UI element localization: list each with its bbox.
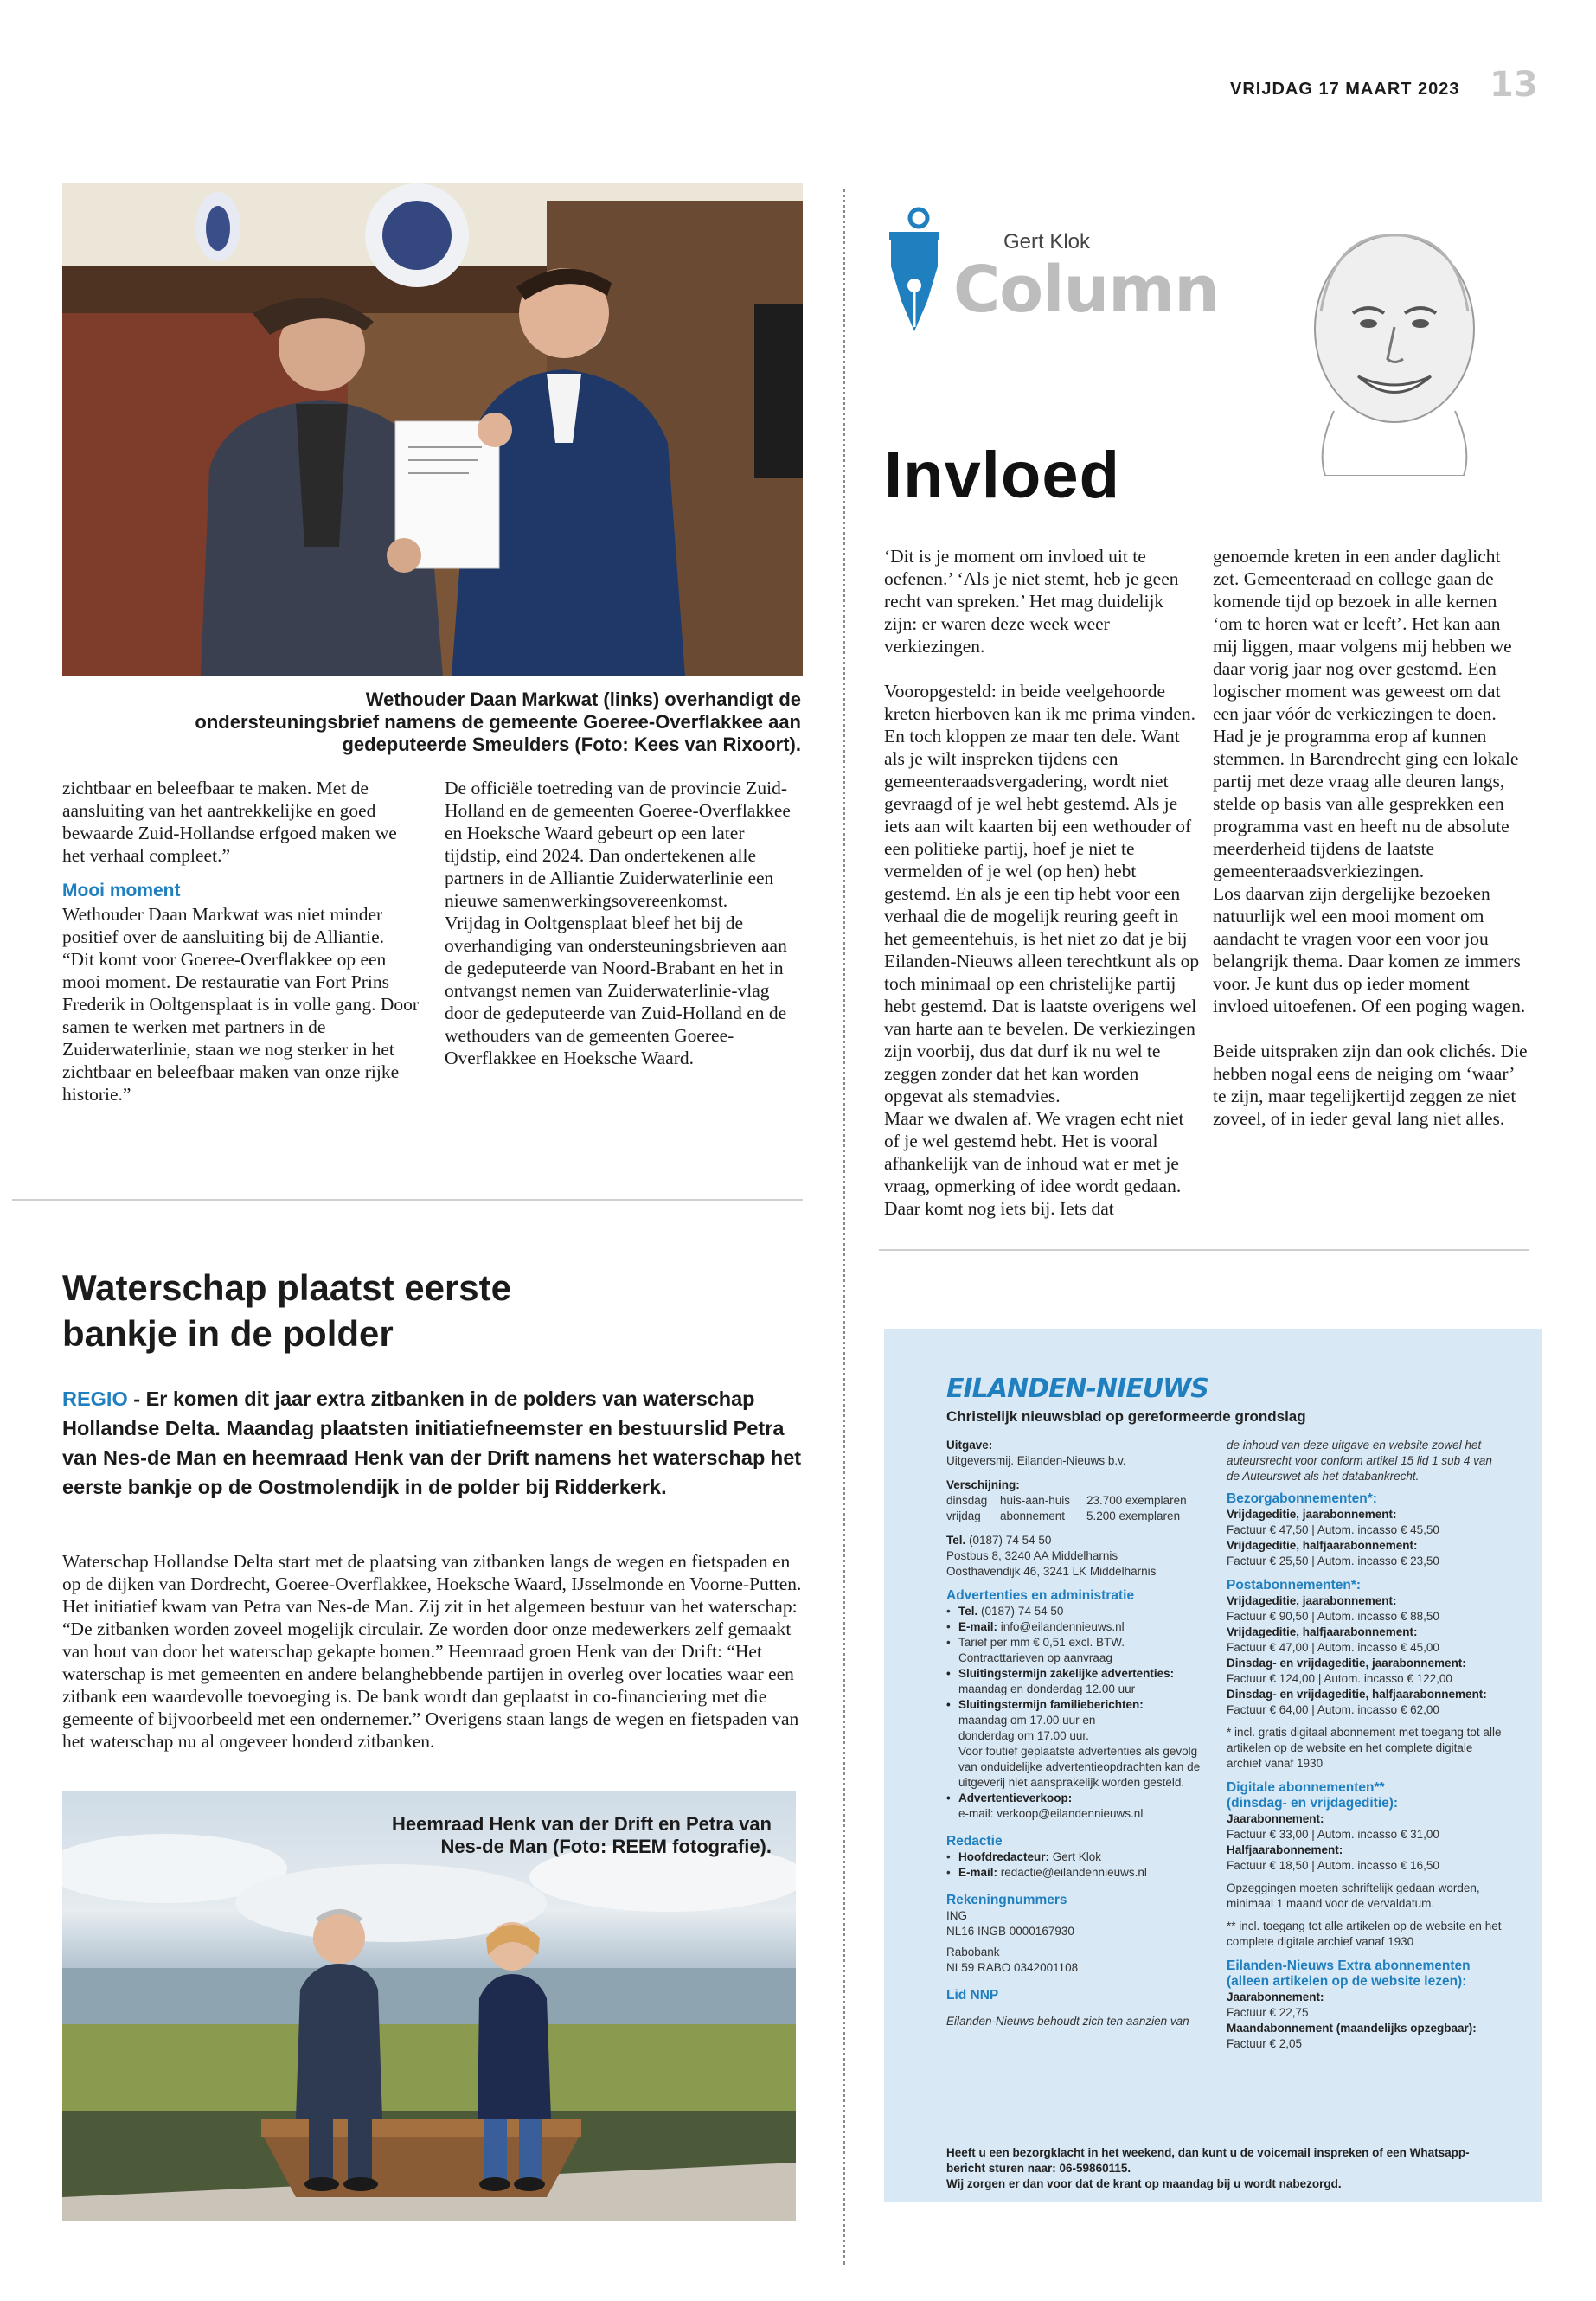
adv-sluit-zakelijk-label: • Sluitingstermijn zakelijke advertenties: <box>946 1666 1206 1682</box>
adv-tel-value: (0187) 74 54 50 <box>981 1605 1064 1618</box>
post-value: Factuur € 90,50 | Autom. incasso € 88,50 <box>1227 1610 1439 1623</box>
rights-continued: de inhoud van deze uitgave en website zowel het auteursrecht voor conform artikel 15 lid 1 sub 4 van de Auteurswet als het databankrecht. <box>1227 1439 1492 1483</box>
post-note: * incl. gratis digitaal abonnement met toegang tot alle artikelen op de website en het complete digitale archief vanaf 1930 <box>1227 1726 1502 1770</box>
column-label: Column <box>953 253 1219 327</box>
column-author: Gert Klok <box>1003 230 1091 253</box>
verschijning-row <box>946 1509 1206 1524</box>
bezorg-label: Vrijdageditie, jaarabonnement: <box>1227 1508 1397 1521</box>
redactie-email-value[interactable]: redactie@eilandennieuws.nl <box>1000 1866 1147 1879</box>
column-title: Invloed <box>884 439 1121 512</box>
extra-label: Maandabonnement (maandelijks opzegbaar): <box>1227 2022 1477 2035</box>
extra-heading: Eilanden-Nieuws Extra abonnementen (alleen artikelen op de website lezen): <box>1227 1958 1471 1989</box>
digital-label: Jaarabonnement: <box>1227 1812 1324 1825</box>
adv-email[interactable] <box>946 1619 1206 1635</box>
verschijning-count: 5.200 exemplaren <box>1086 1509 1181 1522</box>
verschijning-label: Verschijning: <box>946 1478 1020 1491</box>
post-label: Dinsdag- en vrijdageditie, jaarabonnement: <box>1227 1657 1466 1670</box>
address-line-1: Postbus 8, 3240 AA Middelharnis <box>946 1549 1118 1562</box>
author-portrait <box>1282 216 1507 476</box>
extra-label: Jaarabonnement: <box>1227 1990 1324 2003</box>
article2-lead-tag: REGIO <box>62 1388 128 1410</box>
fountain-pen-icon <box>884 206 945 336</box>
advertenties-heading: Advertenties en administratie <box>946 1588 1135 1603</box>
verschijning-day: dinsdag <box>946 1494 988 1507</box>
tel-line <box>946 1533 1206 1548</box>
bezorg-heading: Bezorgabonnementen*: <box>1227 1491 1377 1506</box>
article1-column-2 <box>445 777 803 1069</box>
post-value: Factuur € 64,00 | Autom. incasso € 62,00 <box>1227 1703 1439 1716</box>
hoofdredacteur <box>946 1849 1206 1865</box>
colophon-box <box>884 1329 1542 2202</box>
photo-caption-handover: Wethouder Daan Markwat (links) overhandigt de ondersteuningsbrief namens de gemeente Goeree-Overflakkee aan gedeputeerde Smeulders (Foto: Kees van Rixoort). <box>195 689 801 755</box>
adv-email-value[interactable]: info@eilandennieuws.nl <box>1000 1620 1125 1633</box>
article1-subhead: Mooi moment <box>62 881 181 901</box>
hoofdredacteur-label: Hoofdredacteur: <box>958 1850 1050 1863</box>
adv-verkoop-value[interactable]: e-mail: verkoop@eilandennieuws.nl <box>958 1807 1144 1820</box>
column-divider <box>843 189 845 2265</box>
photo-bench <box>62 1791 796 2221</box>
adv-sluit-familie-value-2: donderdag om 17.00 uur. <box>958 1729 1089 1742</box>
colophon-tagline: Christelijk nieuwsblad op gereformeerde grondslag <box>946 1408 1306 1425</box>
divider-right <box>879 1249 1529 1251</box>
divider-left <box>12 1199 803 1201</box>
rek-nr-1: NL16 INGB 0000167930 <box>946 1925 1074 1938</box>
adv-disclaimer: Voor foutief geplaatste advertenties als gevolg van onduidelijke advertentieopdrachten kan de uitgeverij niet aansprakelijk worden gesteld. <box>958 1745 1201 1789</box>
article2-body: Waterschap Hollandse Delta start met de plaatsing van zitbanken langs de wegen en fietspaden en op de dijken van Dordrecht, Goeree-Overflakkee, Hoeksche Waard, IJsselmonde en Voorne-Putten. Het initiatief kwam van Petra van Nes-de Man. Zij zit in het algemeen bestuur van het waterschap: “De zitbanken worden zoveel mogelijk circulair. Ze worden door onze medewerkers zelf gemaakt van hout van door het waterschap gekapte bomen.” Heemraad groen Henk van der Drift: “Het waterschap is met gemeenten en andere belanghebbende partijen in overleg over locaties waar een zitbank een waardevolle toevoeging is. De bank wordt dan geplaatst in co-financiering met die gemeente of bijvoorbeeld met een ondernemer.” Overigens staan langs de wegen en fietspaden van het waterschap nu al ongeveer honderd zitbanken. <box>62 1551 802 1752</box>
photo-handover <box>62 183 803 676</box>
post-value: Factuur € 47,00 | Autom. incasso € 45,00 <box>1227 1641 1439 1654</box>
adv-verkoop-label: • Advertentieverkoop: <box>946 1791 1206 1806</box>
adv-sluit-familie-label: • Sluitingstermijn familieberichten: <box>946 1697 1206 1713</box>
adv-tarief: • Tarief per mm € 0,51 excl. BTW. <box>946 1635 1206 1650</box>
verschijning-type: abonnement <box>1000 1509 1066 1522</box>
digital-heading: Digitale abonnementen** (dinsdag- en vrijdageditie): <box>1227 1780 1399 1811</box>
bezorg-label: Vrijdageditie, halfjaarabonnement: <box>1227 1539 1418 1552</box>
rekeningnummers-heading: Rekeningnummers <box>946 1893 1067 1907</box>
column-text-col2: genoemde kreten in een ander daglicht zet. Gemeenteraad en college gaan de komende tijd op bezoek in alle kernen ‘om te horen wat er leeft’. Het kan aan mij liggen, maar volgens mij hebben we daar vorig jaar nog over gestemd. Een logischer moment was geweest om dat een jaar vóór de verkiezingen te doen. Had je je programma erop af kunnen stemmen. In Barendrecht ging een lokale partij met deze vraag alle deuren langs, stelde op basis van alle gesprekken een programma vast en heeft nu de absolute meerderheid tijdens de laatste gemeenteraadsverkiezingen. Los daarvan zijn dergelijke bezoeken natuurlijk wel een mooi moment om aandacht te vragen voor een voor jou belangrijk thema. Daar komen ze immers voor. Je kunt dus op ieder moment invloed uitoefenen. Of een poging wagen. Beide uitspraken zijn dan ook clichés. Die hebben nogal eens de neiging om ‘waar’ te zijn, maar tegelijkertijd zeggen ze niet zoveel, of in ieder geval lang niet alles. <box>1213 546 1528 1129</box>
colophon-left-column <box>946 1438 1206 2029</box>
address-line-2: Oosthavendijk 46, 3241 LK Middelharnis <box>946 1565 1157 1578</box>
uitgave-label: Uitgave: <box>946 1439 993 1452</box>
photo-handover-illustration <box>62 183 803 676</box>
photo-caption-bench: Heemraad Henk van der Drift en Petra van Nes-de Man (Foto: REEM fotografie). <box>392 1813 772 1857</box>
bezorg-value: Factuur € 47,50 | Autom. incasso € 45,50 <box>1227 1523 1439 1536</box>
redactie-email-label: E-mail: <box>958 1866 998 1879</box>
column-text-col1: ‘Dit is je moment om invloed uit te oefenen.’ ‘Als je niet stemt, heb je geen recht van spreken.’ Het mag duidelijk zijn: er waren deze week weer verkiezingen. Vooropgesteld: in beide veelgehoorde kreten hierboven kan ik me prima vinden. En toch kloppen ze maar ten dele. Want als je wilt inspreken tijdens een gemeenteraadsvergadering, wordt niet gevraagd of je wel hebt gestemd. Als je iets aan wilt kaarten bij een wethouder of een politieke partij, hoef je niet te vermelden of je wel (op hen) hebt gestemd. En als je een tip hebt voor een verhaal die de mogelijk reuring geeft in het gemeentehuis, is het niet zo dat je bij Eilanden-Nieuws alleen terechtkunt als op toch minimaal op een christelijke partij hebt gestemd. Dat is laatste overigens wel van harte aan te bevelen. De verkiezingen zijn voorbij, dus dat durf ik nu wel te zeggen zonder dat het kan worden opgevat als stemadvies. Maar we dwalen af. We vragen echt niet of je wel gestemd hebt. Het is vooral afhankelijk van de inhoud wat er met je vraag, opmerking of idee wordt gedaan. Daar komt nog iets bij. Iets dat <box>884 546 1200 1219</box>
tel-value: (0187) 74 54 50 <box>969 1534 1052 1547</box>
nnp-heading: Lid NNP <box>946 1988 999 2003</box>
post-label: Vrijdageditie, jaarabonnement: <box>1227 1594 1397 1607</box>
adv-sluit-zakelijk-value: maandag en donderdag 12.00 uur <box>958 1682 1136 1695</box>
redactie-email[interactable] <box>946 1865 1206 1881</box>
adv-tel <box>946 1604 1206 1619</box>
verschijning-count: 23.700 exemplaren <box>1086 1494 1187 1507</box>
rek-bank-2: Rabobank <box>946 1945 1000 1958</box>
article1-column-1 <box>62 777 419 1106</box>
verschijning-row <box>946 1493 1206 1509</box>
digital-note-1: Opzeggingen moeten schriftelijk gedaan worden, minimaal 1 maand voor de vervaldatum. <box>1227 1881 1480 1910</box>
article2-lead-text: - Er komen dit jaar extra zitbanken in de polders van waterschap Hollandse Delta. Maandag plaatsten initiatiefneemster en bestuurslid Petra van Nes-de Man en heemraad Henk van der Drift namens het waterschap het eerste bankje op de Oostmolendijk in de polder bij Ridderkerk. <box>62 1388 802 1498</box>
issue-date: VRIJDAG 17 MAART 2023 <box>1230 80 1460 99</box>
verschijning-type: huis-aan-huis <box>1000 1494 1071 1507</box>
rights-start: Eilanden-Nieuws behoudt zich ten aanzien van <box>946 2015 1189 2028</box>
redactie-heading: Redactie <box>946 1834 1003 1849</box>
article2-lead <box>62 1384 803 1502</box>
page-number: 13 <box>1490 65 1538 105</box>
colophon-right-column <box>1227 1438 1503 2052</box>
tel-label: Tel. <box>946 1534 966 1547</box>
verschijning-day: vrijdag <box>946 1509 981 1522</box>
uitgave-value: Uitgeversmij. Eilanden-Nieuws b.v. <box>946 1454 1126 1467</box>
post-label: Vrijdageditie, halfjaarabonnement: <box>1227 1625 1418 1638</box>
adv-contract: Contracttarieven op aanvraag <box>958 1651 1112 1664</box>
adv-email-label: E-mail: <box>958 1620 998 1633</box>
adv-tel-label: Tel. <box>958 1605 978 1618</box>
article1-col1-paragraph-2: Wethouder Daan Markwat was niet minder positief over de aansluiting bij de Alliantie. “Dit komt voor Goeree-Overflakkee op een mooi moment. De restauratie van Fort Prins Frederik in Ooltgensplaat is in volle gang. Door samen te werken met partners in de Zuiderwaterlinie, staan we nog sterker in het zichtbaar en beleefbaar maken van onze rijke historie.” <box>62 904 420 1105</box>
bezorg-value: Factuur € 25,50 | Autom. incasso € 23,50 <box>1227 1554 1439 1567</box>
digital-note-2: ** incl. toegang tot alle artikelen op de website en het complete digitale archief vanaf 1930 <box>1227 1920 1502 1948</box>
colophon-logo: EILANDEN-NIEUWS <box>946 1374 1208 1404</box>
rek-bank-1: ING <box>946 1909 968 1922</box>
post-value: Factuur € 124,00 | Autom. incasso € 122,00 <box>1227 1672 1452 1685</box>
extra-value: Factuur € 22,75 <box>1227 2006 1309 2019</box>
digital-label: Halfjaarabonnement: <box>1227 1843 1343 1856</box>
colophon-footer: Heeft u een bezorgklacht in het weekend, dan kunt u de voicemail inspreken of een Whatsapp-bericht sturen naar: 06-59860115. Wij zorgen er dan voor dat de krant op maandag bij u wordt nabezorgd. <box>946 2146 1470 2190</box>
hoofdredacteur-value: Gert Klok <box>1052 1850 1102 1863</box>
digital-value: Factuur € 33,00 | Autom. incasso € 31,00 <box>1227 1828 1439 1841</box>
post-heading: Postabonnementen*: <box>1227 1578 1362 1593</box>
post-label: Dinsdag- en vrijdageditie, halfjaarabonnement: <box>1227 1688 1487 1701</box>
article1-col1-paragraph-1: zichtbaar en beleefbaar te maken. Met de aansluiting van het aantrekkelijke en goed bewaarde Zuid-Hollandse erfgoed maken we het verhaal compleet.” <box>62 778 397 866</box>
adv-sluit-familie-value-1: maandag om 17.00 uur en <box>958 1714 1096 1727</box>
article1-col2-paragraph: De officiële toetreding van de provincie Zuid-Holland en de gemeenten Goeree-Overflakkee en Hoeksche Waard gebeurt op een later tijdstip, eind 2024. Dan ondertekenen alle partners in de Alliantie Zuiderwaterlinie een nieuwe samenwerkingsovereenkomst. Vrijdag in Ooltgensplaat bleef het bij de overhandiging van ondersteuningsbrieven aan de gedeputeerde van Noord-Brabant en het in ontvangst nemen van Zuiderwaterlinie-vlag door de gedeputeerde van Zuid-Holland en de wethouders van de gemeenten Goeree-Overflakkee en Hoeksche Waard. <box>445 778 791 1068</box>
article2-headline: Waterschap plaatst eerste bankje in de polder <box>62 1267 511 1354</box>
rek-nr-2: NL59 RABO 0342001108 <box>946 1961 1079 1974</box>
digital-value: Factuur € 18,50 | Autom. incasso € 16,50 <box>1227 1859 1439 1872</box>
extra-value: Factuur € 2,05 <box>1227 2037 1303 2050</box>
